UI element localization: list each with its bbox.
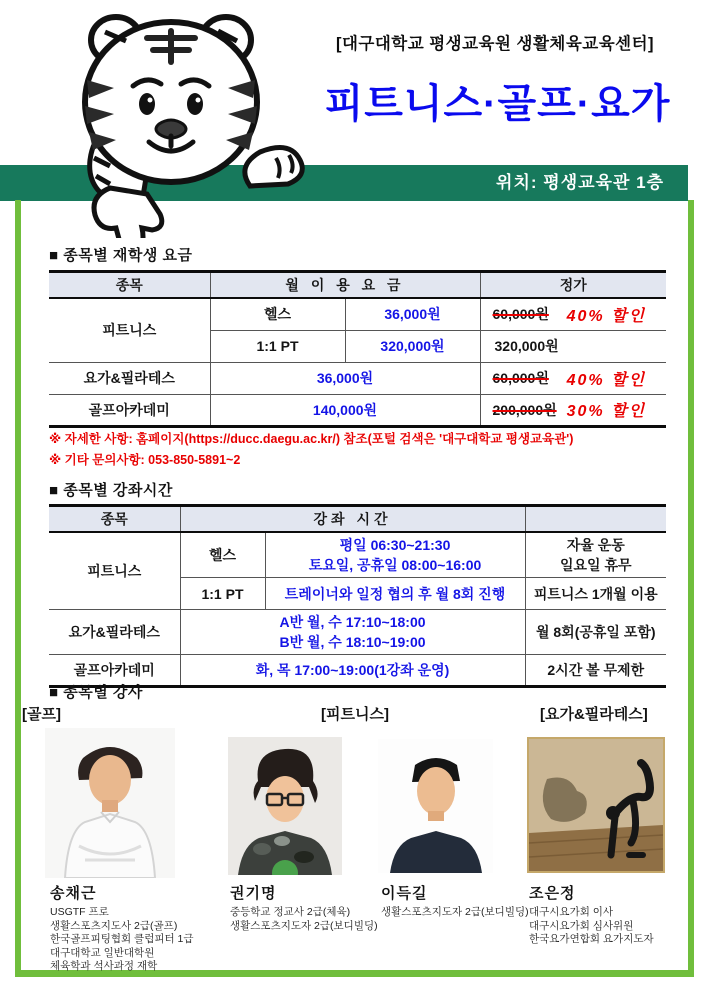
credential-line: USGTF 프로 — [50, 906, 109, 918]
schedule-note-yoga: 월 8회(공휴일 포함) — [525, 610, 666, 655]
schedule-header-time: 강좌 시간 — [180, 506, 525, 533]
pricing-row-yoga — [49, 362, 666, 394]
tiger-mascot-illustration — [28, 0, 310, 238]
original-price-health: 60,000원 — [492, 306, 549, 323]
pricing-category-yoga: 요가&필라테스 — [49, 362, 210, 394]
pricing-header-monthly: 월 이 용 요 금 — [210, 272, 480, 299]
instructor-name: 조은정 — [529, 885, 576, 902]
health-weekday-hours: 평일 06:30~21:30 — [339, 537, 451, 553]
instructor-photo-song-chae-geun — [45, 728, 175, 878]
schedule-row-yoga — [49, 610, 666, 655]
health-note-sunday: 일요일 휴무 — [559, 557, 632, 573]
schedule-header-empty — [525, 506, 666, 533]
schedule-header-row — [49, 506, 666, 533]
pricing-header-category: 종목 — [49, 272, 210, 299]
pricing-sub-health: 헬스 — [210, 298, 345, 330]
group-label-yoga: [요가&필라테스] — [540, 706, 648, 723]
schedule-category-golf: 골프아카데미 — [49, 655, 180, 687]
pricing-header-row — [49, 272, 666, 299]
instructors-section-title: ■ 종목별 강사 — [49, 684, 143, 701]
notice-block — [49, 429, 573, 471]
instructor-photo-kwon-gi-myeong — [228, 737, 342, 875]
instructor-credentials — [381, 906, 529, 920]
yoga-class-b-hours: B반 월, 수 18:10~19:00 — [279, 634, 426, 650]
pricing-price-pt: 320,000원 — [345, 330, 480, 362]
pricing-section-title: ■ 종목별 재학생 요금 — [49, 247, 193, 264]
group-label-fitness: [피트니스] — [321, 706, 389, 723]
credential-line: 대구대학교 일반대학원 — [50, 946, 155, 959]
credential-line: 한국골프피팅협회 클럽피터 1급 — [50, 933, 194, 945]
schedule-note-health — [525, 532, 666, 578]
pricing-row-health — [49, 298, 666, 330]
pricing-row-golf — [49, 394, 666, 426]
credential-line: 체육학과 석사과정 재학 — [50, 960, 158, 972]
schedule-header-category: 종목 — [49, 506, 180, 533]
credential-line: 중등학교 정교사 2급(체육) — [230, 906, 351, 918]
credential-line: 생활스포츠지도자 2급(보디빌딩) — [230, 919, 378, 932]
group-label-golf: [골프] — [22, 706, 61, 723]
instructor-credentials — [230, 906, 378, 933]
schedule-time-pt: 트레이너와 일정 협의 후 월 8회 진행 — [265, 578, 525, 610]
pricing-sub-pt: 1:1 PT — [210, 330, 345, 362]
schedule-time-golf: 화, 목 17:00~19:00(1강좌 운영) — [180, 655, 525, 687]
pricing-regular-pt — [480, 330, 666, 362]
pricing-price-yoga: 36,000원 — [210, 362, 480, 394]
credential-line: 한국요가연합회 요가지도자 — [529, 933, 654, 945]
instructor-credentials — [529, 906, 654, 947]
original-price-golf: 200,000원 — [492, 401, 557, 418]
instructor-name: 이득길 — [381, 885, 428, 902]
credential-line: 대구시요가회 심사위원 — [529, 919, 634, 932]
schedule-table — [49, 504, 666, 688]
organization-name: [대구대학교 평생교육원 생활체육교육센터] — [335, 35, 655, 53]
instructor-name: 송채근 — [50, 885, 97, 902]
pricing-regular-golf — [480, 394, 666, 426]
schedule-sub-health: 헬스 — [180, 532, 265, 578]
page-title: 피트니스·골프·요가 — [324, 82, 671, 126]
credential-line: 생활스포츠지도자 2급(보디빌딩) — [381, 906, 529, 918]
pricing-regular-yoga — [480, 362, 666, 394]
notice-line-website: ※ 자세한 사항: 홈페이지(https://ducc.daegu.ac.kr/) 참조(포털 검색은 '대구대학교 평생교육관') — [49, 432, 574, 446]
discount-badge-yoga: 40% 할인 — [566, 371, 646, 389]
schedule-category-fitness: 피트니스 — [49, 532, 180, 610]
discount-badge-golf: 30% 할인 — [566, 403, 646, 420]
instructor-photo-lee-deuk-gil — [378, 739, 493, 873]
location-label: 위치: 평생교육관 1층 — [496, 173, 664, 192]
health-weekend-hours: 토요일, 공휴일 08:00~16:00 — [308, 557, 482, 573]
schedule-category-yoga: 요가&필라테스 — [49, 610, 180, 655]
pricing-category-golf: 골프아카데미 — [49, 394, 210, 426]
pricing-header-regular: 정가 — [480, 272, 666, 299]
discount-badge-health: 40% 할인 — [566, 307, 646, 325]
schedule-time-health — [265, 532, 525, 578]
instructor-photo-jo-eun-jeong — [527, 737, 665, 873]
health-note-free: 자율 운동 — [566, 537, 625, 553]
pricing-price-health: 36,000원 — [345, 298, 480, 330]
original-price-pt: 320,000원 — [494, 338, 559, 354]
instructor-name: 권기명 — [230, 885, 277, 902]
yoga-class-a-hours: A반 월, 수 17:10~18:00 — [279, 614, 426, 630]
pricing-regular-health — [480, 298, 666, 330]
original-price-yoga: 60,000원 — [492, 370, 549, 386]
schedule-sub-pt: 1:1 PT — [180, 578, 265, 610]
credential-line: 대구시요가회 이사 — [529, 906, 614, 918]
instructor-credentials — [50, 906, 194, 974]
pricing-price-golf: 140,000원 — [210, 394, 480, 426]
pricing-category-fitness: 피트니스 — [49, 298, 210, 362]
credential-line: 생활스포츠지도사 2급(골프) — [50, 919, 178, 932]
schedule-section-title: ■ 종목별 강좌시간 — [49, 482, 173, 499]
pricing-table — [49, 270, 666, 428]
schedule-note-golf: 2시간 볼 무제한 — [525, 655, 666, 687]
schedule-time-yoga — [180, 610, 525, 655]
schedule-note-pt: 피트니스 1개월 이용 — [525, 578, 666, 610]
notice-line-phone: ※ 기타 문의사항: 053-850-5891~2 — [49, 453, 241, 467]
schedule-row-health — [49, 532, 666, 578]
